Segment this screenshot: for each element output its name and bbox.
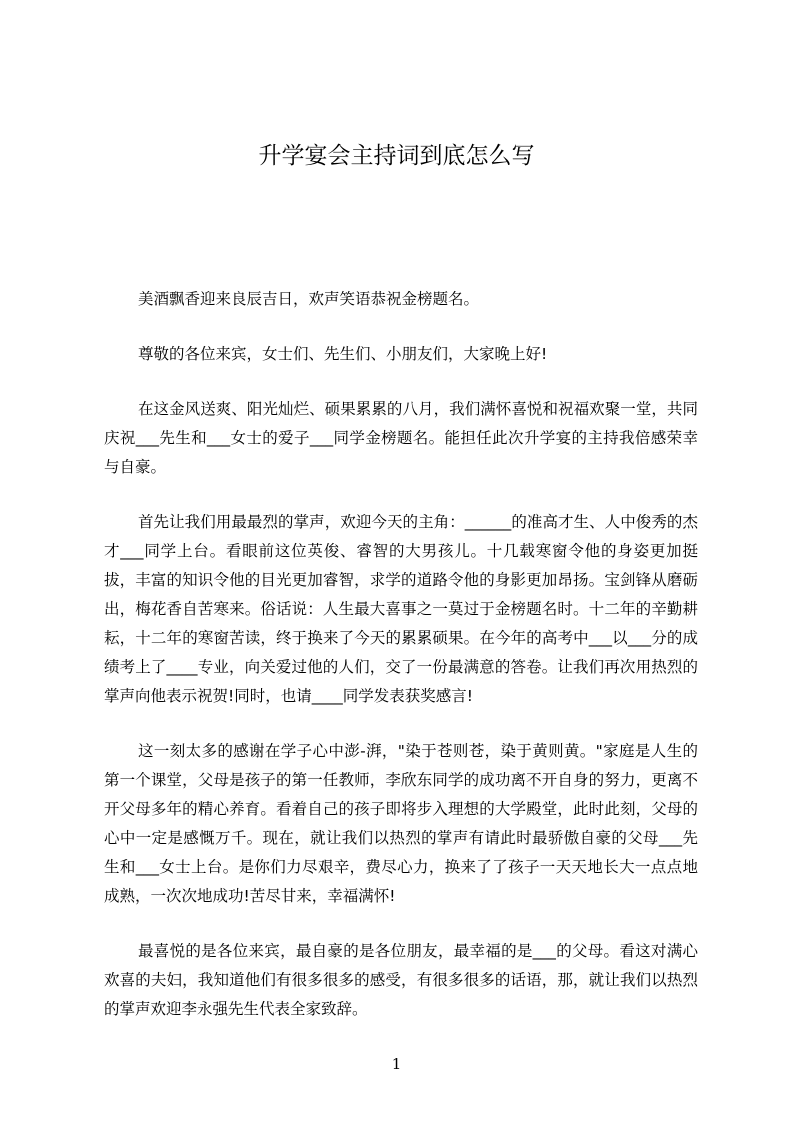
paragraph-greeting-couplet: 美酒飘香迎来良辰吉日，欢声笑语恭祝金榜题名。 (138, 290, 480, 308)
paragraph-thanks-parents: 这一刻太多的感谢在学子心中澎-湃，"染于苍则苍，染于黄则黄。"家庭是人生的第一个课堂，父母是孩子的第一任教师，李欣东同学的成功离不开自身的努力，更离不开父母多年的精心养育。看着自己的孩子即将步入理想的大学殿堂，此时此刻，父母的心中一定是感慨万千。现在，就让我们以热烈的掌声有请此时最骄傲自豪的父母___先生和___女士上台。是你们力尽艰辛，费尽心力，换来了了孩子一天天地长大一点点地成熟，一次次地成功!苦尽甘来，幸福满怀! (104, 742, 698, 905)
paragraph-welcome-student: 首先让我们用最最烈的掌声，欢迎今天的主角：______的准高才生、人中俊秀的杰才___同学上台。看眼前这位英俊、睿智的大男孩儿。十几载寒窗令他的身姿更加挺拔，丰富的知识令他的目光更加睿智，求学的道路令他的身影更加昂扬。宝剑锋从磨砺出，梅花香自苦寒来。俗话说：人生最大喜事之一莫过于金榜题名时。十二年的辛勤耕耘，十二年的寒窗苦读，终于换来了今天的累累硕果。在今年的高考中___以___分的成绩考上了____专业，向关爱过他的人们，交了一份最满意的答卷。让我们再次用热烈的掌声向他表示祝贺!同时，也请____同学发表获奖感言! (104, 513, 698, 705)
page-number: 1 (391, 1055, 402, 1073)
paragraph-salutation: 尊敬的各位来宾，女士们、先生们、小朋友们，大家晚上好! (138, 345, 548, 363)
document-body (104, 285, 698, 1050)
page-title: 升学宴会主持词到底怎么写 (258, 143, 535, 169)
paragraph-opening: 在这金风送爽、阳光灿烂、硕果累累的八月，我们满怀喜悦和祝福欢聚一堂，共同庆祝___先生和___女士的爱子___同学金榜题名。能担任此次升学宴的主持我倍感荣幸与自豪。 (104, 400, 698, 476)
paragraph-family-speech: 最喜悦的是各位来宾，最自豪的是各位朋友，最幸福的是___的父母。看这对满心欢喜的夫妇，我知道他们有很多很多的感受，有很多很多的话语，那，就让我们以热烈的掌声欢迎李永强先生代表全家致辞。 (104, 942, 698, 1018)
